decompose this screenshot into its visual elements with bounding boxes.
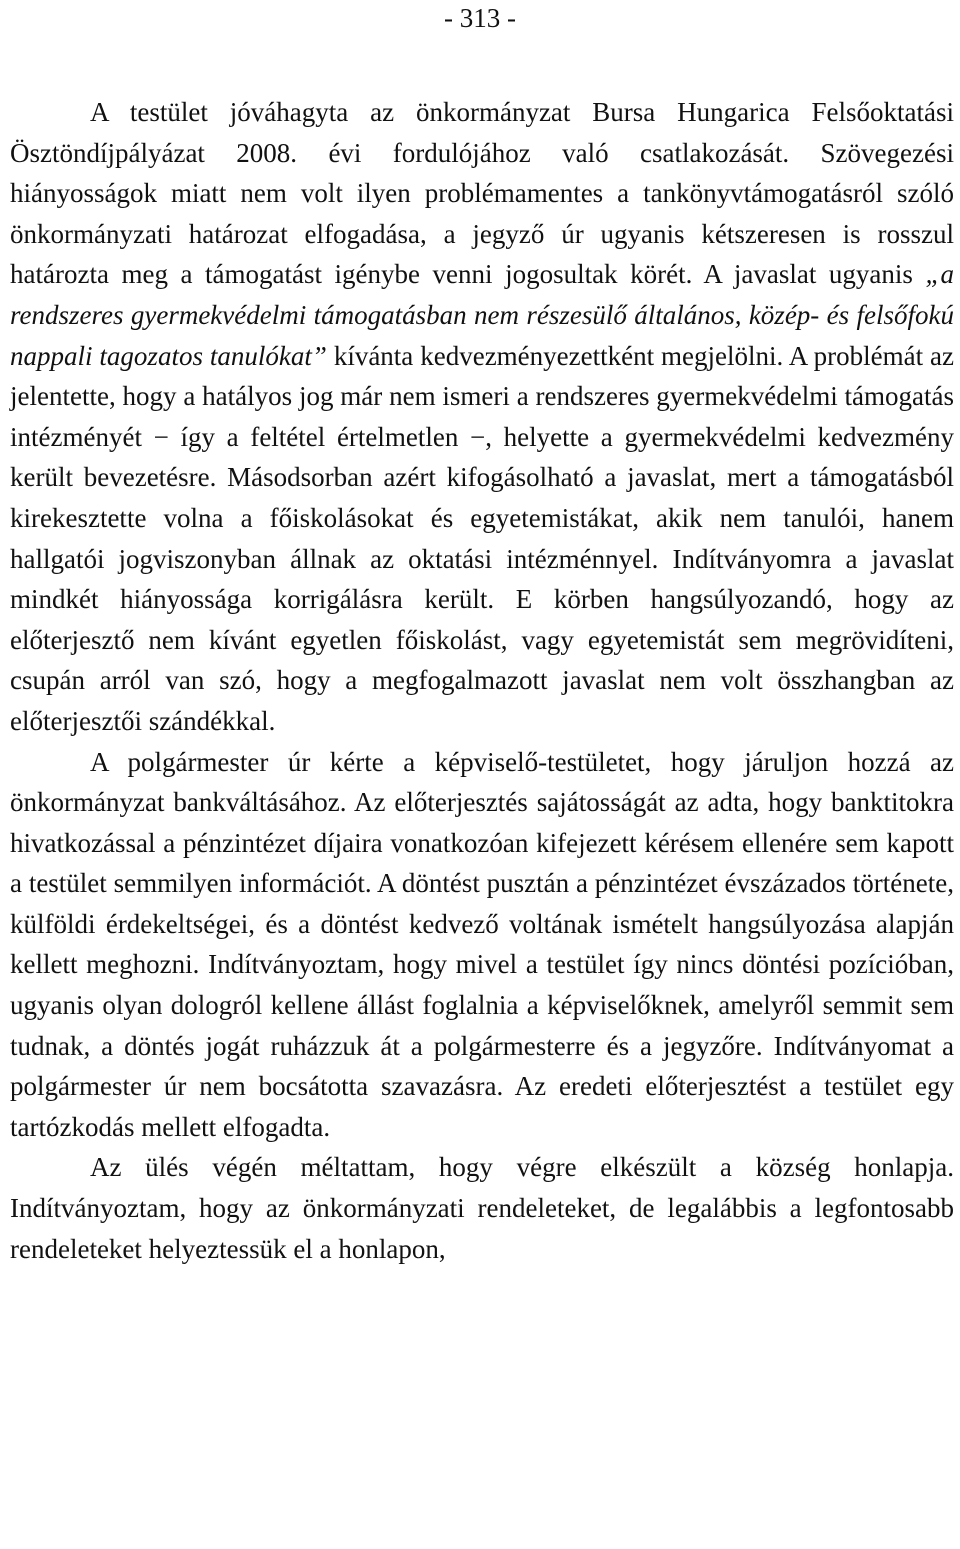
paragraph-text: Az ülés végén méltattam, hogy végre elkészült a község honlapja. Indítványoztam, hogy az önkormányzati rendeleteket, de legalábbis a legfontosabb rendeleteket helyeztessük el a honlapon, [10, 1152, 954, 1264]
paragraph-text: kívánta kedvezményezettként megjelölni. A problémát az jelentette, hogy a hatályos jog már nem ismeri a rendszeres gyermekvédelmi támogatás intézményét − így a feltétel értelmetlen −, helyette a gyermekvédelmi kedvezmény került bevezetésre. Másodsorban azért kifogásolható a javaslat, mert a támogatásból kirekesztette volna a főiskolásokat és egyetemistákat, akik nem tanulói, hanem hallgatói jogviszonyban állnak az oktatási intézménnyel. Indítványomra a javaslat mindkét hiányossága korrigálásra került. E körben hangsúlyozandó, hogy az előterjesztő nem kívánt egyetlen főiskolást, vagy egyetemistát sem megrövidíteni, csupán arról van szó, hogy a megfogalmazott javaslat nem volt összhangban az előterjesztői szándékkal. [10, 340, 954, 736]
paragraph-text: A polgármester úr kérte a képviselő-testületet, hogy járuljon hozzá az önkormányzat bankváltásához. Az előterjesztés sajátosságát az adta, hogy banktitokra hivatkozással a pénzintézet díjaira vonatkozóan kifejezett kérésem ellenére sem kapott a testület semmilyen információt. A döntést pusztán a pénzintézet évszázados története, külföldi érdekeltségei, és a döntést kedvező voltának ismételt hangsúlyozása alapján kellett meghozni. Indítványoztam, hogy mivel a testület így nincs döntési pozícióban, ugyanis olyan dologról kellene állást foglalnia a képviselőknek, amelyről semmit sem tudnak, a döntés jogát ruházzuk át a polgármesterre és a jegyzőre. Indítványomat a polgármester úr nem bocsátotta szavazásra. Az eredeti előterjesztést a testület egy tartózkodás mellett elfogadta. [10, 746, 954, 1142]
paragraph-text: A testület jóváhagyta az önkormányzat Bursa Hungarica Felsőoktatási Ösztöndíjpályázat 2008. évi fordulójához való csatlakozását. Szövegezési hiányosságok miatt nem volt ilyen problémamentes a tankönyvtámogatásról szóló önkormányzati határozat elfogadása, a jegyző úr ugyanis kétszeresen is rosszul határozta meg a támogatást igénybe venni jogosultak körét. A javaslat ugyanis [10, 97, 954, 290]
quoted-proposal-text: „a rendszeres gyermekvédelmi támogatásban nem részesülő általános, közép- és felsőfokú nappali tagozatos tanulókat” [10, 259, 954, 371]
paragraph-honlap [10, 1147, 954, 1269]
document-body [10, 92, 954, 1269]
paragraph-bankvaltas [10, 742, 954, 1148]
paragraph-tankonyvtamogatas [10, 92, 954, 742]
page-number: - 313 - [444, 3, 516, 33]
